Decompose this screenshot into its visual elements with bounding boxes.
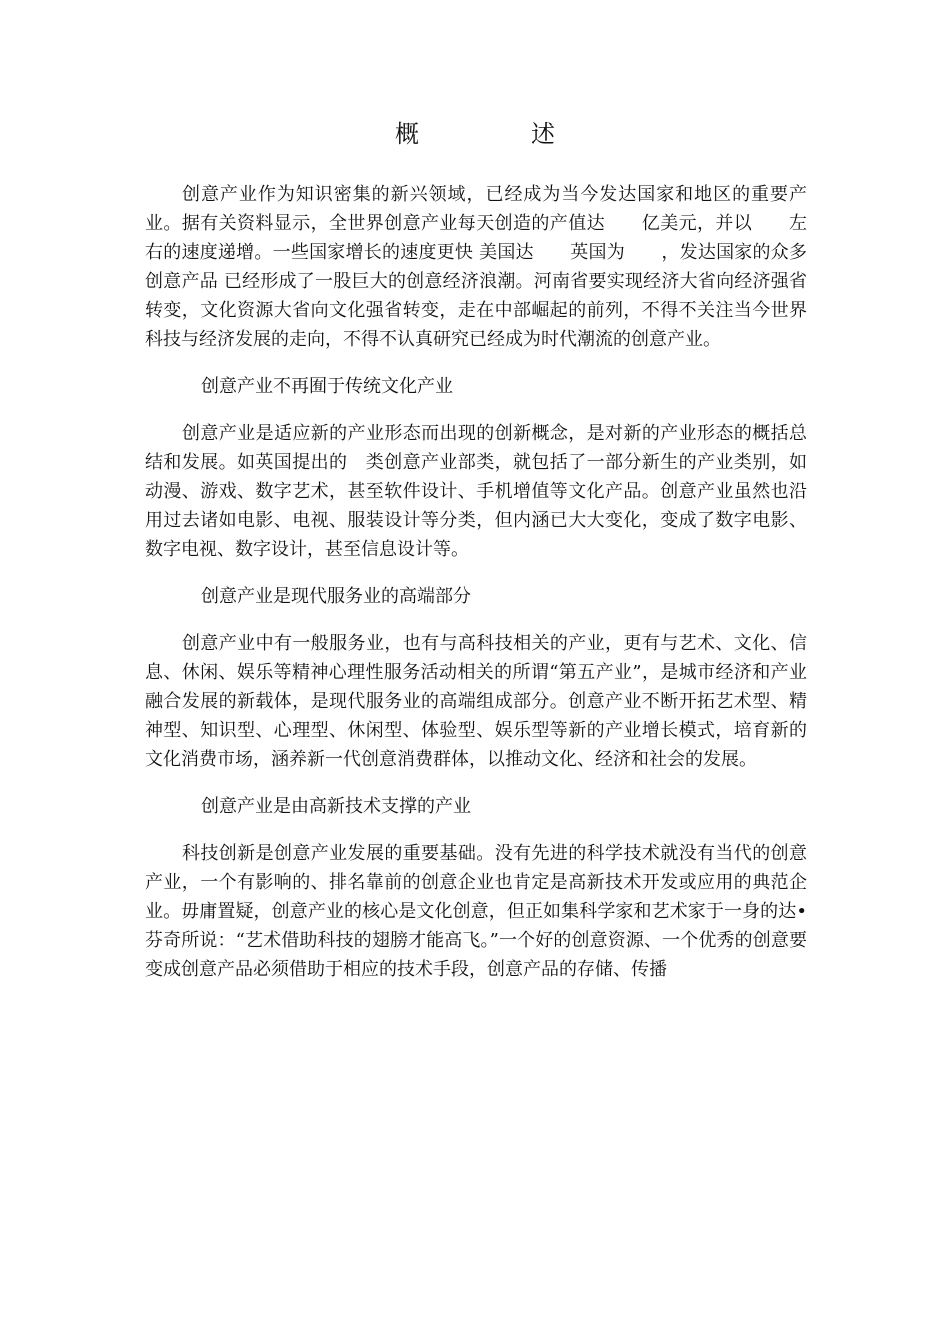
page-title: 概 述 bbox=[395, 120, 599, 148]
paragraph-3: 科技创新是创意产业发展的重要基础。没有先进的科学技术就没有当代的创意产业，一个有影响的、排名靠前的创意企业也肯定是高新技术开发或应用的典范企业。毋庸置疑，创意产业的核心是文化创意，但正如集科学家和艺术家于一身的达•芬奇所说：“艺术借助科技的翅膀才能高飞。”一个好的创意资源、一个优秀的创意要变成创意产品必须借助于相应的技术手段，创意产品的存储、传播 bbox=[145, 843, 807, 980]
section-heading-3: 创意产业是由高新技术支撑的产业 bbox=[201, 796, 471, 817]
paragraph-intro: 创意产业作为知识密集的新兴领域，已经成为当今发达国家和地区的重要产业。据有关资料显示，全世界创意产业每天创造的产值达 亿美元，并以 左右的速度递增。一些国家增长的速度更快 美国达 英国为 ，发达国家的众多创意产品 已经形成了一股巨大的创意经济浪潮。河南省要实现经济大省向经济强省转变，文化资源大省向文化强省转变，走在中部崛起的前列，不得不关注当今世界科技与经济发展的走向，不得不认真研究已经成为时代潮流的创意产业。 bbox=[145, 184, 807, 350]
document-body bbox=[145, 180, 807, 984]
paragraph-2: 创意产业中有一般服务业，也有与高科技相关的产业，更有与艺术、文化、信息、休闲、娱乐等精神心理性服务活动相关的所谓“第五产业”，是城市经济和产业融合发展的新载体，是现代服务业的高端组成部分。创意产业不断开拓艺术型、精神型、知识型、心理型、休闲型、体验型、娱乐型等新的产业增长模式，培育新的文化消费市场，涵养新一代创意消费群体，以推动文化、经济和社会的发展。 bbox=[145, 633, 807, 770]
section-heading-2: 创意产业是现代服务业的高端部分 bbox=[201, 586, 471, 607]
paragraph-1: 创意产业是适应新的产业形态而出现的创新概念，是对新的产业形态的概括总结和发展。如英国提出的 类创意产业部类，就包括了一部分新生的产业类别，如动漫、游戏、数字艺术，甚至软件设计、手机增值等文化产品。创意产业虽然也沿用过去诸如电影、电视、服装设计等分类，但内涵已大大变化，变成了数字电影、数字电视、数字设计，甚至信息设计等。 bbox=[145, 423, 807, 560]
section-heading-1: 创意产业不再囿于传统文化产业 bbox=[201, 376, 453, 397]
